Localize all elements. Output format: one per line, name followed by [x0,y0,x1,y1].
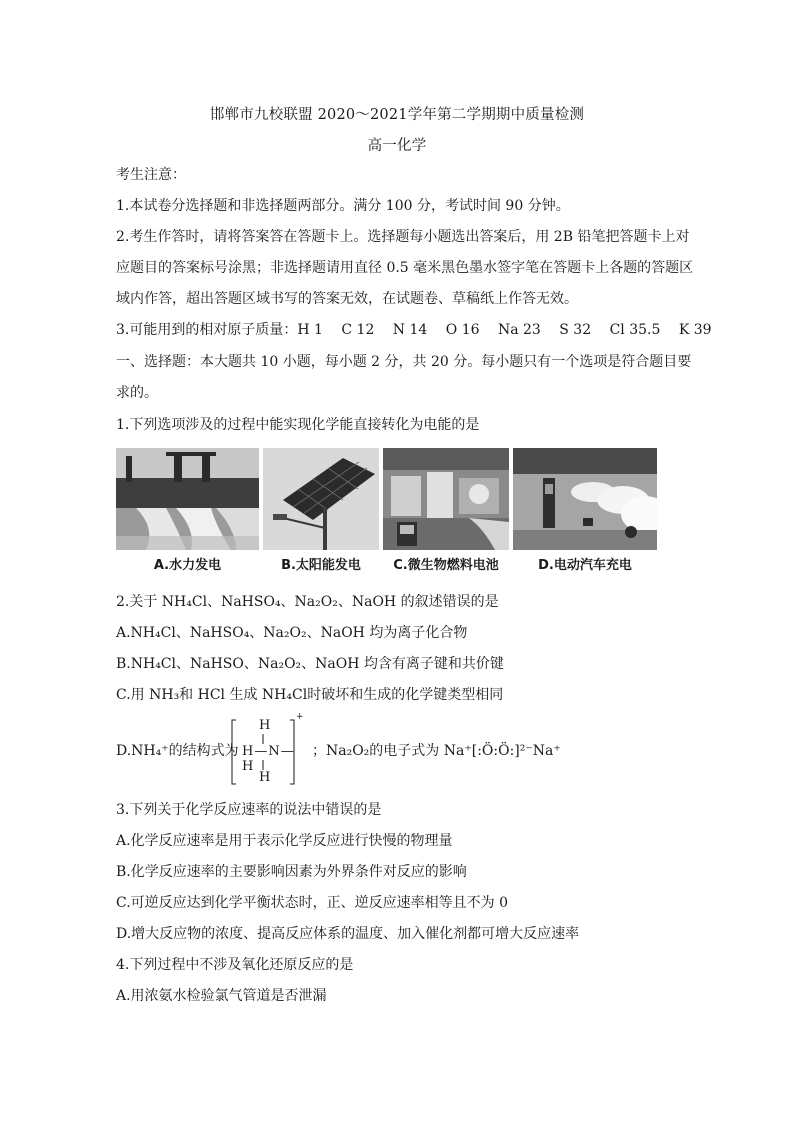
q1-option-c-caption: C.微生物燃料电池 [393,558,499,573]
q3-option-a: A.化学反应速率是用于表示化学反应进行快慢的物理量 [116,833,453,849]
section-1-line-2: 求的。 [116,385,158,401]
q3-option-c: C.可逆反应达到化学平衡状态时，正、逆反应速率相等且不为 0 [116,895,509,911]
ev-charging-image [513,448,657,550]
struct-bottom-h: H [259,770,271,785]
q2-option-d-prefix: D.NH₄⁺的结构式为 [116,743,239,759]
notice-item-3: 3.可能用到的相对原子质量：H 1 C 12 N 14 O 16 Na 23 S 32 Cl 35.5 K 39 [116,322,712,338]
notice-item-2-line-3: 域内作答，超出答题区域书写的答案无效，在试题卷、草稿纸上作答无效。 [116,291,578,307]
q2-stem: 2.关于 NH₄Cl、NaHSO₄、Na₂O₂、NaOH 的叙述错误的是 [116,594,499,610]
struct-charge: + [296,712,304,722]
subject-title: 高一化学 [367,138,427,154]
q2-option-d-suffix: ；Na₂O₂的电子式为 Na⁺[:Ö:Ö:]²⁻Na⁺ [312,743,561,759]
q3-option-d: D.增大反应物的浓度、提高反应体系的温度、加入催化剂都可增大反应速率 [116,926,580,942]
hydro-dam-image [116,448,259,550]
q4-stem: 4.下列过程中不涉及氧化还原反应的是 [116,957,354,973]
q2-option-c: C.用 NH₃和 HCl 生成 NH₄Cl时破坏和生成的化学键类型相同 [116,687,504,703]
q1-option-a-caption: A.水力发电 [153,558,222,573]
microbial-fuel-cell-image [383,448,509,550]
q4-option-a: A.用浓氨水检验氯气管道是否泄漏 [116,988,327,1004]
struct-top-h: H [259,718,271,733]
struct-middle: H—N—H [242,744,295,774]
q1-photo-strip [116,448,657,576]
notice-item-1: 1.本试卷分选择题和非选择题两部分。满分 100 分，考试时间 90 分钟。 [116,198,570,214]
q3-stem: 3.下列关于化学反应速率的说法中错误的是 [116,802,382,818]
ammonium-structural-formula [230,712,304,786]
solar-panel-image [263,448,379,550]
notice-item-2-line-2: 应题目的答案标号涂黑；非选择题请用直径 0.5 毫米黑色墨水签字笔在答题卡上各题的答题区 [116,260,694,276]
exam-title: 邯郸市九校联盟 2020～2021学年第二学期期中质量检测 [209,107,585,123]
section-1-line-1: 一、选择题：本大题共 10 小题，每小题 2 分，共 20 分。每小题只有一个选项是符合题目要 [116,354,692,370]
q1-option-d-caption: D.电动汽车充电 [538,558,632,573]
q1-option-b-caption: B.太阳能发电 [281,558,361,573]
notice-item-2-line-1: 2.考生作答时，请将答案答在答题卡上。选择题每小题选出答案后，用 2B 铅笔把答题卡上对 [116,229,690,245]
q2-option-b: B.NH₄Cl、NaHSO、Na₂O₂、NaOH 均含有离子键和共价键 [116,656,504,672]
q1-stem: 1.下列选项涉及的过程中能实现化学能直接转化为电能的是 [116,417,480,433]
q3-option-b: B.化学反应速率的主要影响因素为外界条件对反应的影响 [116,864,467,880]
notice-heading: 考生注意： [116,167,186,183]
q2-option-a: A.NH₄Cl、NaHSO₄、Na₂O₂、NaOH 均为离子化合物 [116,625,468,641]
